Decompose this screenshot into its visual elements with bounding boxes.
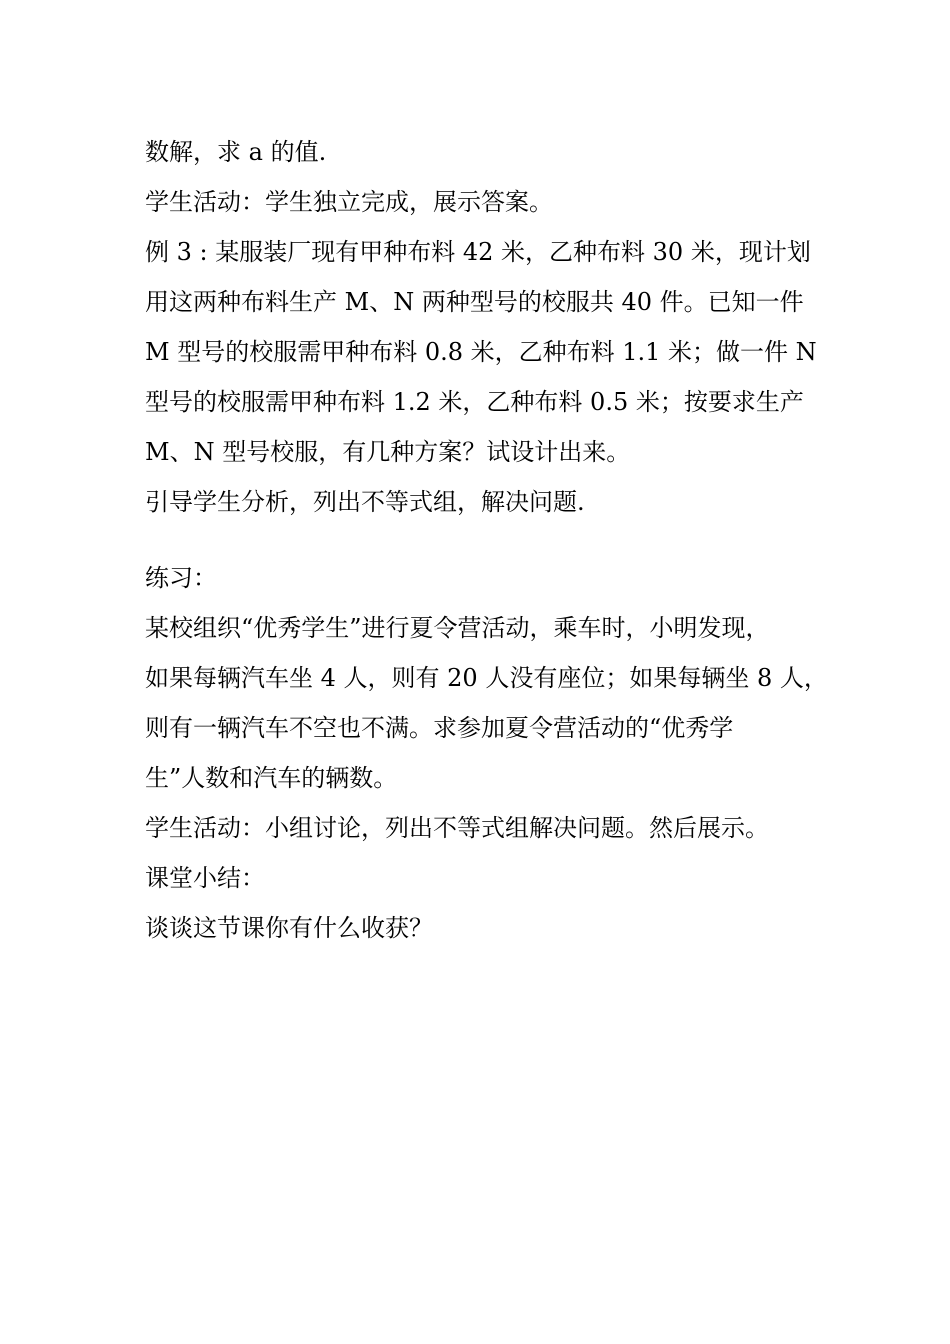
example-3-line-5: M、N 型号校服，有几种方案？试设计出来。	[145, 438, 631, 466]
example-3-line-1: 例 3 : 某服装厂现有甲种布料 42 米，乙种布料 30 米，现计划	[145, 238, 811, 266]
exercise-line-4: 生”人数和汽车的辆数。	[145, 764, 398, 792]
example-3-line-3: M 型号的校服需甲种布料 0.8 米，乙种布料 1.1 米；做一件 N	[145, 338, 817, 366]
text-line-student-activity-1: 学生活动：学生独立完成，展示答案。	[145, 188, 553, 216]
example-3-line-2: 用这两种布料生产 M、N 两种型号的校服共 40 件。已知一件	[145, 288, 804, 316]
paragraph-spacer	[145, 527, 810, 553]
exercise-line-3: 则有一辆汽车不空也不满。求参加夏令营活动的“优秀学	[145, 714, 734, 742]
example-3-line-4: 型号的校服需甲种布料 1.2 米，乙种布料 0.5 米；按要求生产	[145, 388, 804, 416]
exercise-heading: 练习：	[145, 564, 217, 592]
text-line-guide-students: 引导学生分析，列出不等式组，解决问题.	[145, 488, 585, 516]
summary-heading: 课堂小结：	[145, 864, 265, 892]
document-body	[145, 127, 828, 953]
exercise-student-activity: 学生活动：小组讨论，列出不等式组解决问题。然后展示。	[145, 814, 769, 842]
exercise-line-1: 某校组织“优秀学生”进行夏令营活动，乘车时，小明发现，	[145, 614, 770, 642]
summary-question: 谈谈这节课你有什么收获？	[145, 914, 433, 942]
text-line-solve-a: 数解，求 a 的值.	[145, 138, 327, 166]
exercise-line-2: 如果每辆汽车坐 4 人，则有 20 人没有座位；如果每辆坐 8 人，	[145, 664, 828, 692]
